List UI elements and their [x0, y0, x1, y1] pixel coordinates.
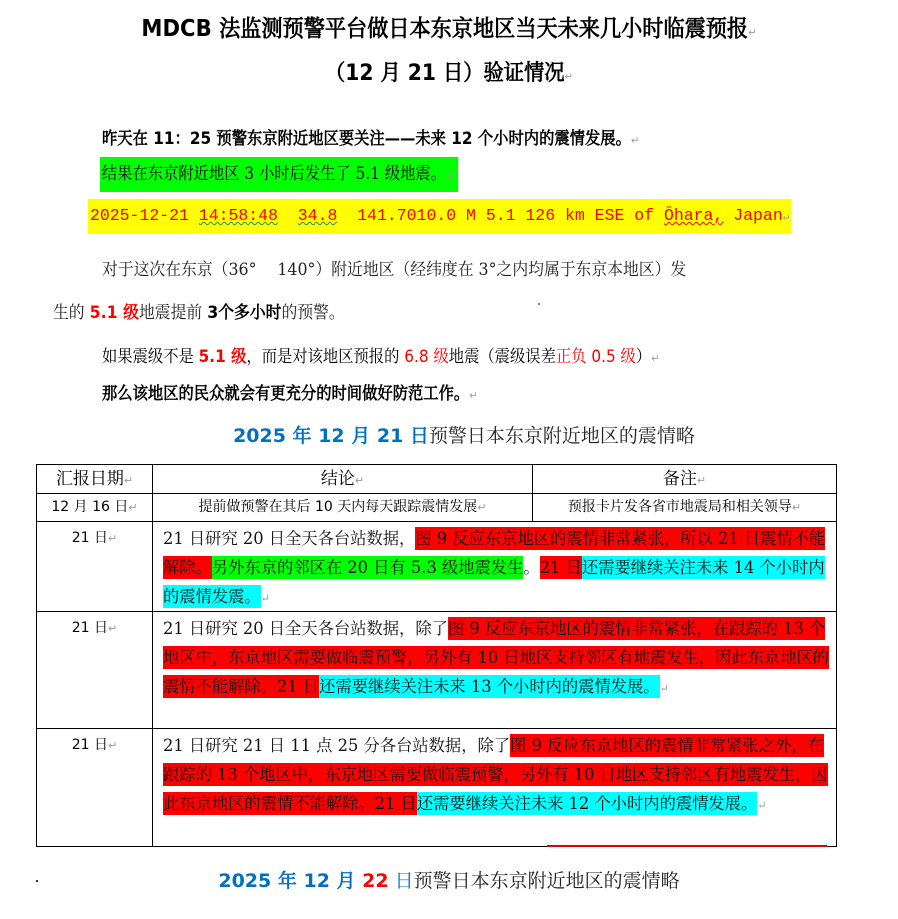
conclusion-text: 。	[523, 558, 540, 577]
benefit-text: 那么该地区的民众就会有更充分的时间做好防范工作。	[102, 384, 470, 404]
paragraph-mark-icon: ↵	[260, 592, 270, 605]
header-conclusion	[152, 464, 533, 494]
row1-notes	[532, 493, 837, 522]
lead-time-highlight: 3个多小时	[207, 303, 282, 323]
header-notes	[532, 464, 837, 494]
earthquake-record-yellow-highlight	[88, 199, 791, 234]
analysis-paragraph-line1	[102, 255, 686, 280]
magnitude-highlight: 5.1 级	[89, 303, 139, 323]
row4-conclusion	[152, 728, 837, 847]
cyan-highlight-text: 还需要继续关注未来 13 个小时内的震情发展。	[319, 677, 660, 696]
row2-conclusion	[152, 521, 837, 612]
heading-text: 预警日本东京附近地区的震情略	[428, 425, 695, 447]
paragraph-mark-icon: ↵	[630, 134, 640, 147]
date-text: 12 月 16 日	[51, 499, 129, 515]
hypothetical-statement	[102, 342, 659, 367]
analysis-paragraph-line2	[53, 298, 345, 323]
row3-conclusion	[152, 611, 837, 729]
header-label: 汇报日期	[55, 469, 124, 489]
row1-date	[36, 493, 153, 522]
date-text: 21 日	[71, 530, 109, 546]
paragraph-mark-icon: ↵	[791, 501, 802, 514]
analysis-text: 的预警。	[281, 303, 345, 323]
paragraph-mark-icon: ↵	[696, 474, 707, 487]
paragraph-mark-icon: ↵	[659, 682, 669, 695]
benefit-statement	[102, 379, 477, 404]
conclusion-text: 21 日研究 20 日全天各台站数据，	[163, 529, 416, 548]
paragraph-mark-icon: ↵	[469, 389, 478, 402]
quake-magnitude: 5.1	[485, 207, 516, 226]
date-text: 21 日	[71, 737, 109, 753]
heading-day-number: 22	[362, 870, 389, 892]
cyan-highlight-text: 还需要继续关注未来 12 个小时内的震情发展。	[416, 794, 758, 813]
paragraph-mark-icon: ↵	[477, 501, 487, 514]
quake-date: 2025-12-21	[89, 207, 189, 226]
warning-text: 昨天在 11：25 预警东京附近地区要关注——未来 12 个小时内的震情发展。	[102, 129, 631, 149]
red-highlight-text: 图 9 反应东京地区的震情非常紧张，在跟踪的 13 个地区中，东京地区需要做临震预警，另外有 10 日地区支持邻区有地震发生，因此东京地区的震情不能解除。21 日	[163, 619, 830, 696]
paragraph-mark-icon: ↵	[757, 799, 767, 812]
notes-text: 预报卡片发各省市地震局和相关领导	[567, 499, 792, 515]
hypo-text: ）	[635, 347, 652, 367]
paragraph-mark-icon: ↵	[446, 169, 455, 182]
hypo-text: 地震（震级误差	[448, 347, 556, 367]
heading-year: 2025 年	[233, 425, 319, 447]
heading-year: 2025 年	[218, 870, 304, 892]
result-statement-green-highlight	[100, 157, 458, 192]
red-highlight-text: 图 9 反应东京地区的震情非常紧张之外，在跟踪的 13 个地区中，东京地区需要做临震预警，另外有 10 日地区支持邻区有地震发生，因此东京地区的震情不能解除。21 日	[163, 736, 828, 813]
red-highlight-text: 图 9 反应东京地区的震情非常紧张，所以 21 日震情不能解除。	[163, 529, 826, 577]
conclusion-text: 21 日研究 21 日 11 点 25 分各台站数据，除了	[163, 736, 511, 755]
title-date-text: （12 月 21 日）验证情况	[325, 61, 565, 86]
stray-dot	[538, 303, 540, 305]
quake-latitude: 34.8	[297, 207, 338, 226]
row4-date	[36, 728, 153, 847]
quake-time: 14:58:48	[198, 207, 278, 226]
row3-date	[36, 611, 153, 729]
heading-day-unit: 日	[388, 870, 414, 892]
paragraph-mark-icon: ↵	[564, 70, 573, 83]
actual-magnitude: 5.1 级	[198, 347, 247, 367]
red-highlight-text: 21 日	[539, 558, 582, 577]
title-text: MDCB 法监测预警平台做日本东京地区当天未来几小时临震预报	[141, 16, 749, 42]
hypo-text: ，而是对该地区预报的	[246, 347, 405, 367]
paragraph-mark-icon: ↵	[651, 352, 660, 365]
quake-country: Japan	[733, 207, 783, 226]
heading-text: 预警日本东京附近地区的震情略	[413, 870, 680, 892]
red-underline-artifact	[547, 845, 827, 847]
analysis-text: 生的	[53, 303, 90, 323]
document-title-line2	[36, 56, 862, 87]
paragraph-mark-icon: ↵	[354, 474, 365, 487]
quake-place: Ōhara,	[663, 207, 724, 226]
heading-month: 12 月	[318, 425, 377, 447]
section-heading-dec21	[0, 421, 898, 448]
section-heading-dec22	[0, 866, 898, 893]
analysis-text: 地震提前	[138, 303, 208, 323]
header-label: 备注	[662, 469, 697, 489]
magnitude-error: 正负 0.5 级	[555, 347, 636, 367]
paragraph-mark-icon: ↵	[108, 739, 118, 752]
quake-magnitude-type: M	[466, 207, 476, 226]
conclusion-text: 21 日研究 20 日全天各台站数据，除了	[163, 619, 448, 638]
green-highlight-text: 另外东京的邻区在 20 日有 5.3 级地震发生	[211, 558, 524, 577]
paragraph-mark-icon: ↵	[782, 212, 790, 224]
forecast-magnitude: 6.8 级	[404, 347, 449, 367]
analysis-text: 对于这次在东京（36° 140°）附近地区（经纬度在 3°之内均属于东京本地区）发	[102, 260, 687, 280]
warning-statement	[102, 124, 639, 149]
heading-day: 21 日	[376, 425, 429, 447]
header-label: 结论	[320, 469, 355, 489]
hypo-text: 如果震级不是	[102, 347, 199, 367]
quake-longitude: 141.70	[357, 207, 417, 226]
paragraph-mark-icon: ↵	[123, 474, 134, 487]
paragraph-mark-icon: ↵	[108, 622, 118, 635]
quake-distance: 126 km ESE of	[525, 207, 655, 226]
date-text: 21 日	[71, 620, 109, 636]
paragraph-mark-icon: ↵	[108, 532, 118, 545]
header-report-date	[36, 464, 153, 494]
paragraph-mark-icon: ↵	[128, 501, 138, 514]
row2-date	[36, 521, 153, 612]
cyan-highlight-text: 还需要继续关注未来 14 个小时内的震情发震。	[163, 558, 825, 606]
heading-month: 12 月	[303, 870, 363, 892]
quake-depth: 10.0	[416, 207, 457, 226]
conclusion-text: 提前做预警在其后 10 天内每天跟踪震情发展	[198, 499, 478, 515]
paragraph-mark-icon: ↵	[748, 26, 757, 39]
row1-conclusion	[152, 493, 533, 522]
document-title-line1	[36, 10, 862, 43]
result-text: 结果在东京附近地区 3 小时后发生了 5.1 级地震。	[101, 164, 447, 184]
